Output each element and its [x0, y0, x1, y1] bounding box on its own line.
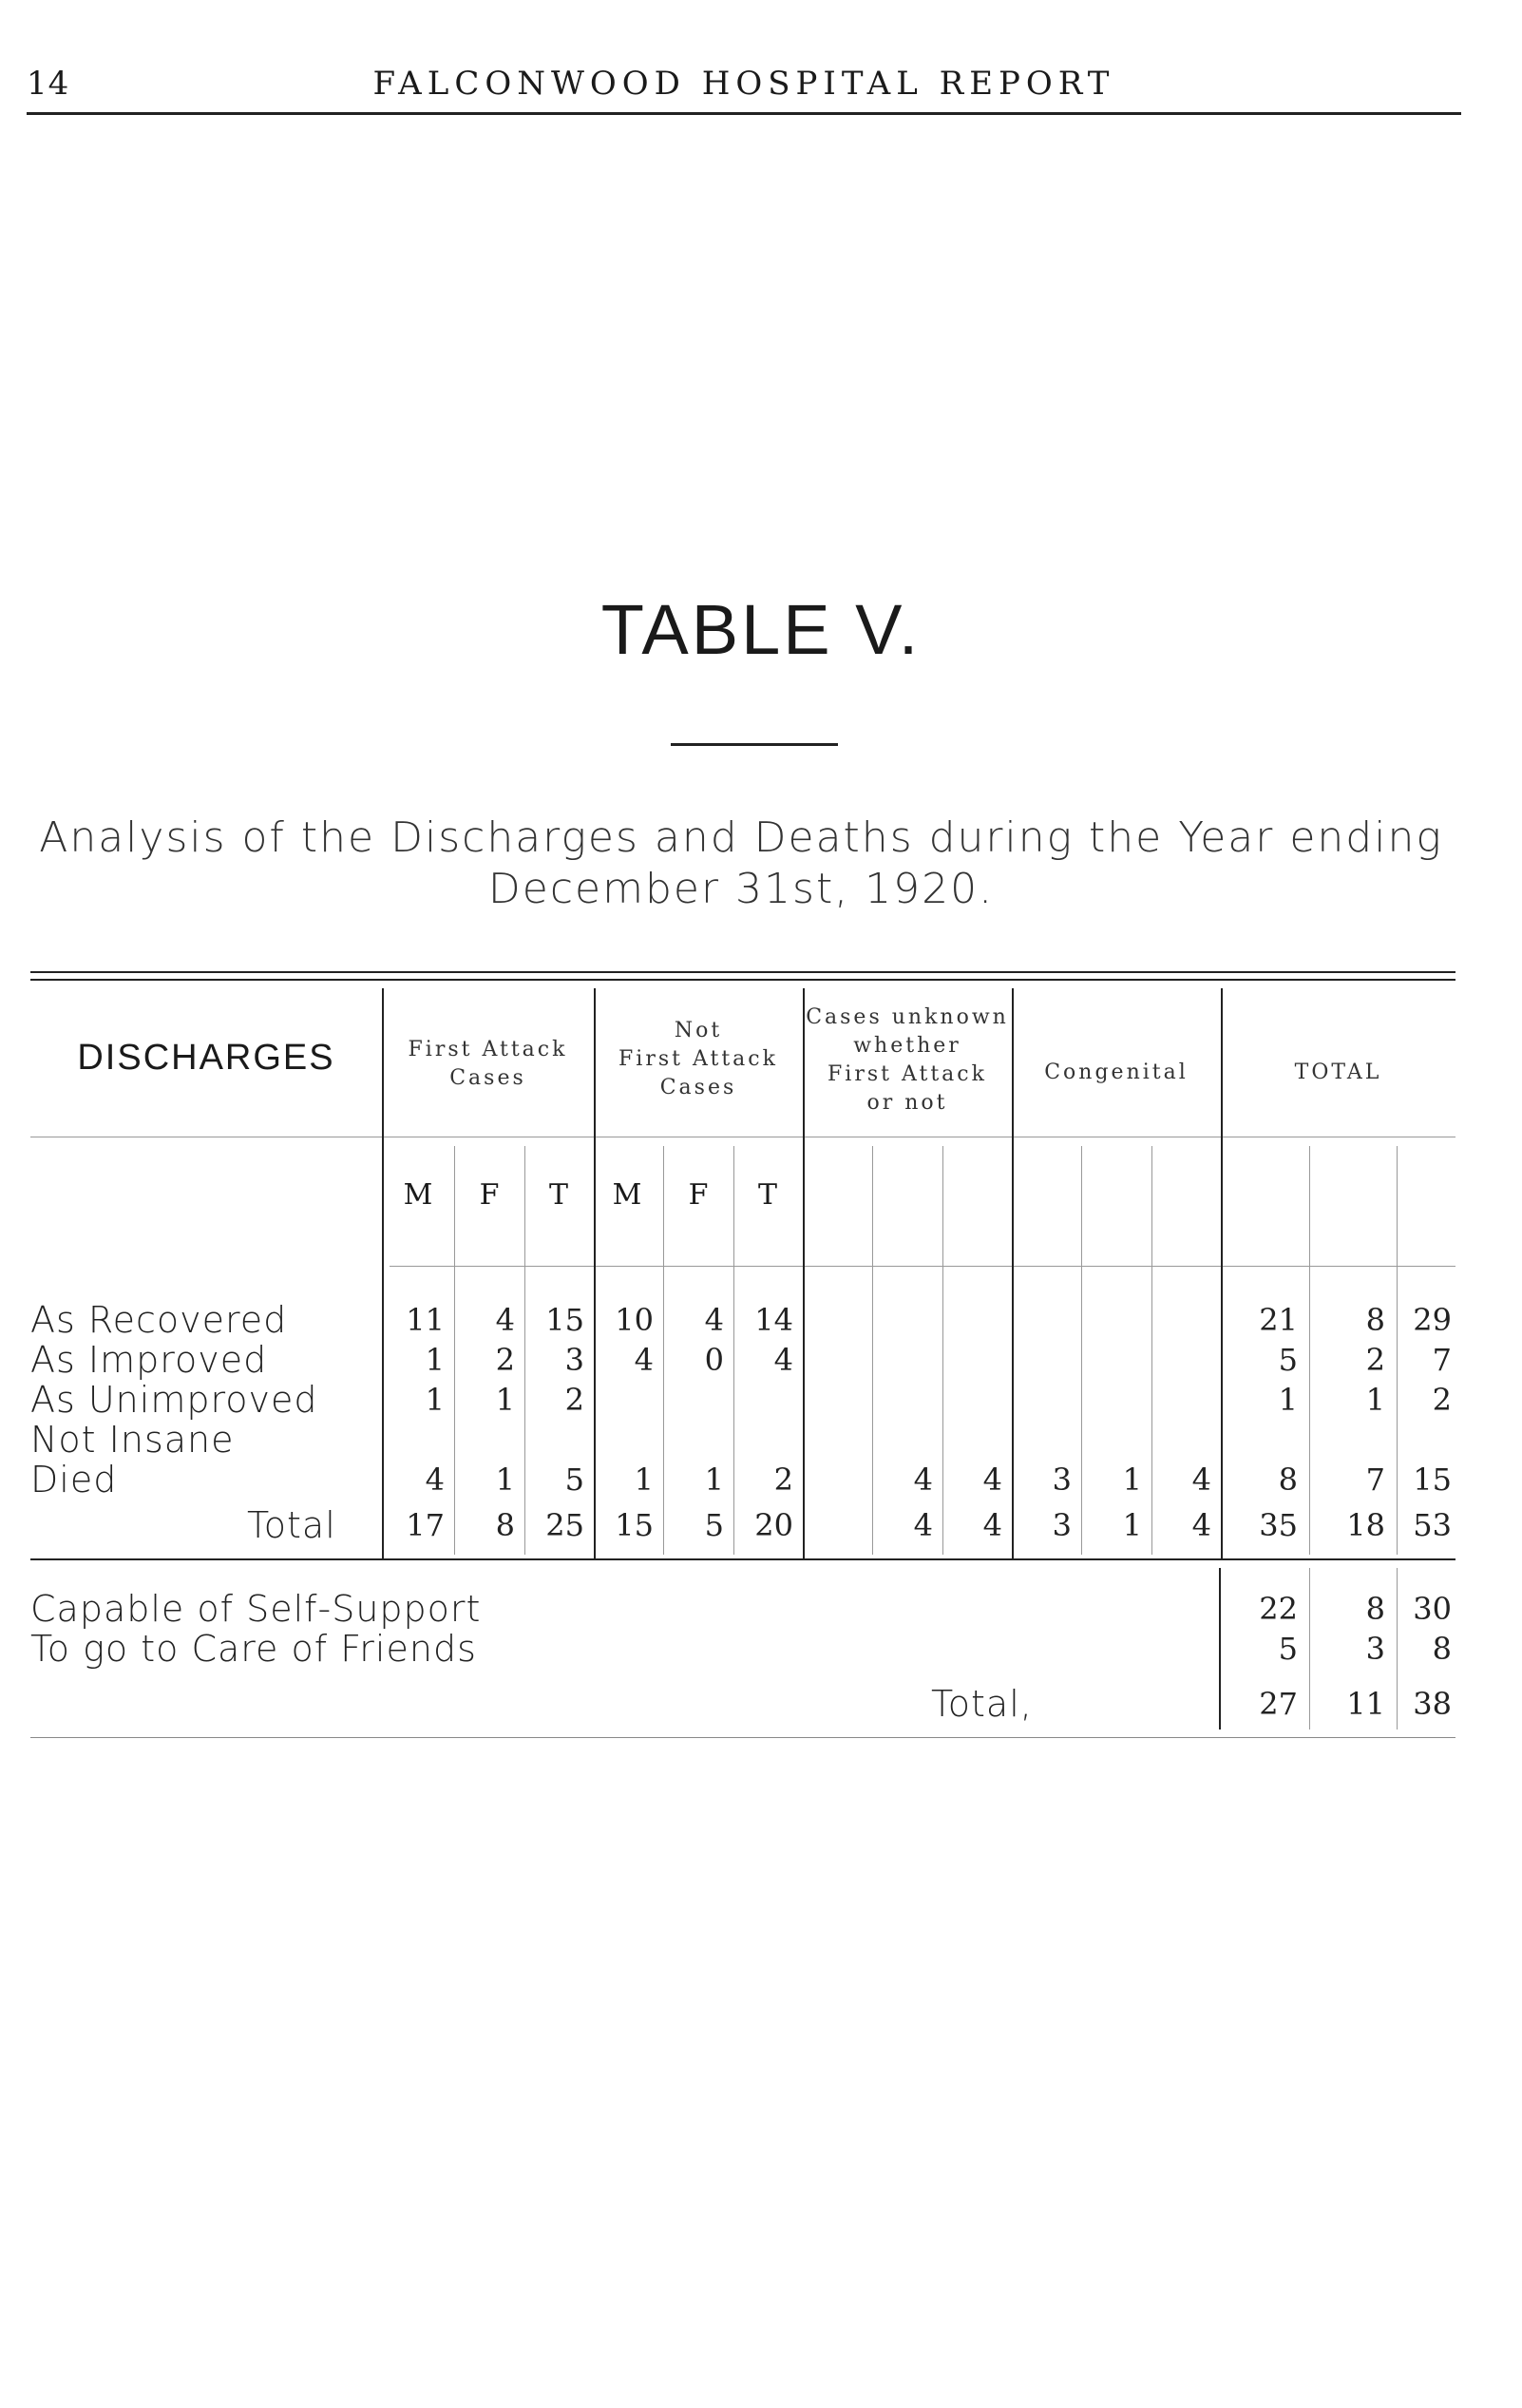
- table-cell: 2: [564, 1382, 584, 1418]
- row-label-total: Total: [247, 1504, 336, 1546]
- table-cell: 4: [704, 1302, 724, 1338]
- subheader-m: M: [612, 1178, 642, 1212]
- table-cell: 5: [1278, 1342, 1298, 1378]
- table-cell: 1: [495, 1462, 515, 1498]
- table-cell: 7: [1365, 1462, 1385, 1498]
- total-cell: 4: [1191, 1507, 1211, 1543]
- page-number: 14: [27, 65, 70, 103]
- table-cell: 1: [1278, 1382, 1298, 1418]
- total-cell: 25: [545, 1507, 584, 1543]
- row-label-improved: As Improved: [30, 1339, 268, 1381]
- group-header-line: TOTAL: [1294, 1061, 1382, 1084]
- table-cell: 15: [545, 1302, 584, 1338]
- subheader-t: T: [757, 1178, 777, 1212]
- bottom-cell: 8: [1365, 1591, 1385, 1627]
- running-header: [27, 65, 1461, 112]
- table-subtitle: [19, 812, 1463, 915]
- group-header-line: Cases unknown: [806, 1005, 1009, 1029]
- subheader-f: F: [688, 1178, 709, 1212]
- bottom-cell: 5: [1278, 1631, 1298, 1667]
- group-header-line: First Attack: [828, 1062, 987, 1086]
- group-header-line: or not: [866, 1091, 948, 1115]
- subheader-divider: [390, 1266, 1455, 1267]
- running-title: FALCONWOOD HOSPITAL REPORT: [372, 65, 1115, 103]
- table-cell: 4: [982, 1462, 1002, 1498]
- table-cell: 1: [425, 1382, 445, 1418]
- total-cell: 17: [406, 1507, 445, 1543]
- total-cell: 35: [1259, 1507, 1298, 1543]
- table-cell: 15: [1413, 1462, 1452, 1498]
- subheader-t: T: [548, 1178, 568, 1212]
- bottom-cell: 3: [1365, 1631, 1385, 1667]
- column-separator: [1309, 1146, 1310, 1555]
- row-label-unimproved: As Unimproved: [30, 1379, 318, 1421]
- group-header-unknown: [803, 1003, 1012, 1118]
- header-rule: [27, 112, 1461, 115]
- group-header-line: Cases: [659, 1076, 737, 1099]
- table-cell: 10: [615, 1302, 654, 1338]
- group-header-line: First Attack: [408, 1038, 568, 1061]
- table-cell: 1: [704, 1462, 724, 1498]
- total-cell: 53: [1413, 1507, 1452, 1543]
- subheader-m: M: [403, 1178, 433, 1212]
- table-cell: 4: [495, 1302, 515, 1338]
- row-label-recovered: As Recovered: [30, 1299, 288, 1341]
- table-cell: 5: [564, 1462, 584, 1498]
- table-cell: 11: [406, 1302, 445, 1338]
- group-header-line: Cases: [449, 1066, 526, 1090]
- table-cell: 2: [495, 1342, 515, 1378]
- bottom-total-cell: 38: [1413, 1686, 1452, 1722]
- group-header-first-attack: [382, 1036, 594, 1093]
- bottom-cell: 30: [1413, 1591, 1452, 1627]
- self-support-label: Capable of Self-Support: [30, 1588, 482, 1630]
- table-cell: 1: [495, 1382, 515, 1418]
- bottom-total-label: Total,: [931, 1683, 1033, 1725]
- table-cell: 3: [564, 1342, 584, 1378]
- group-header-line: Congenital: [1044, 1061, 1189, 1084]
- bottom-total-cell: 11: [1346, 1686, 1385, 1722]
- table-cell: 1: [634, 1462, 654, 1498]
- total-cell: 20: [754, 1507, 793, 1543]
- table-cell: 29: [1413, 1302, 1452, 1338]
- subtitle-line-1: Analysis of the Discharges and Deaths during the Year ending: [39, 813, 1443, 862]
- care-of-friends-label: To go to Care of Friends: [30, 1628, 477, 1670]
- table-cell: 0: [704, 1342, 724, 1378]
- table-cell: 8: [1278, 1462, 1298, 1498]
- total-cell: 3: [1052, 1507, 1072, 1543]
- table-cell: 2: [773, 1462, 793, 1498]
- subheader-f: F: [479, 1178, 500, 1212]
- group-header-not-first-attack: [594, 1017, 803, 1102]
- total-cell: 5: [704, 1507, 724, 1543]
- total-cell: 4: [982, 1507, 1002, 1543]
- total-cell: 4: [913, 1507, 933, 1543]
- bottom-total-separator: [1219, 1568, 1221, 1730]
- table-cell: 4: [1191, 1462, 1211, 1498]
- table-cell: 4: [913, 1462, 933, 1498]
- page-bottom-rule: [30, 1737, 1455, 1738]
- table-top-rule: [30, 971, 1455, 973]
- bottom-cell: 8: [1432, 1631, 1452, 1667]
- group-header-total: [1221, 1059, 1455, 1087]
- table-top-rule-2: [30, 979, 1455, 981]
- bottom-total-cell: 27: [1259, 1686, 1298, 1722]
- discharges-header: DISCHARGES: [77, 1038, 335, 1078]
- table-cell: 4: [634, 1342, 654, 1378]
- table-cell: 4: [773, 1342, 793, 1378]
- total-cell: 8: [495, 1507, 515, 1543]
- group-header-line: whether: [853, 1034, 961, 1058]
- table-cell: 1: [1365, 1382, 1385, 1418]
- table-cell: 2: [1432, 1382, 1452, 1418]
- column-separator: [1309, 1568, 1310, 1730]
- row-label-not-insane: Not Insane: [30, 1419, 235, 1461]
- group-header-line: First Attack: [618, 1047, 778, 1071]
- row-label-died: Died: [30, 1459, 118, 1500]
- total-cell: 15: [615, 1507, 654, 1543]
- table-cell: 3: [1052, 1462, 1072, 1498]
- group-header-line: Not: [674, 1019, 723, 1042]
- total-cell: 1: [1122, 1507, 1142, 1543]
- table-cell: 4: [425, 1462, 445, 1498]
- table-title: TABLE V.: [600, 590, 922, 669]
- title-rule: [671, 743, 838, 746]
- table-cell: 7: [1432, 1342, 1452, 1378]
- bottom-cell: 22: [1259, 1591, 1298, 1627]
- table-cell: 14: [754, 1302, 793, 1338]
- table-bottom-rule: [30, 1558, 1455, 1560]
- table-cell: 21: [1259, 1302, 1298, 1338]
- subtitle-line-2: December 31st, 1920.: [487, 865, 995, 913]
- table-cell: 1: [425, 1342, 445, 1378]
- table-cell: 1: [1122, 1462, 1142, 1498]
- table-cell: 8: [1365, 1302, 1385, 1338]
- total-cell: 18: [1346, 1507, 1385, 1543]
- table-cell: 2: [1365, 1342, 1385, 1378]
- group-header-congenital: [1012, 1059, 1221, 1087]
